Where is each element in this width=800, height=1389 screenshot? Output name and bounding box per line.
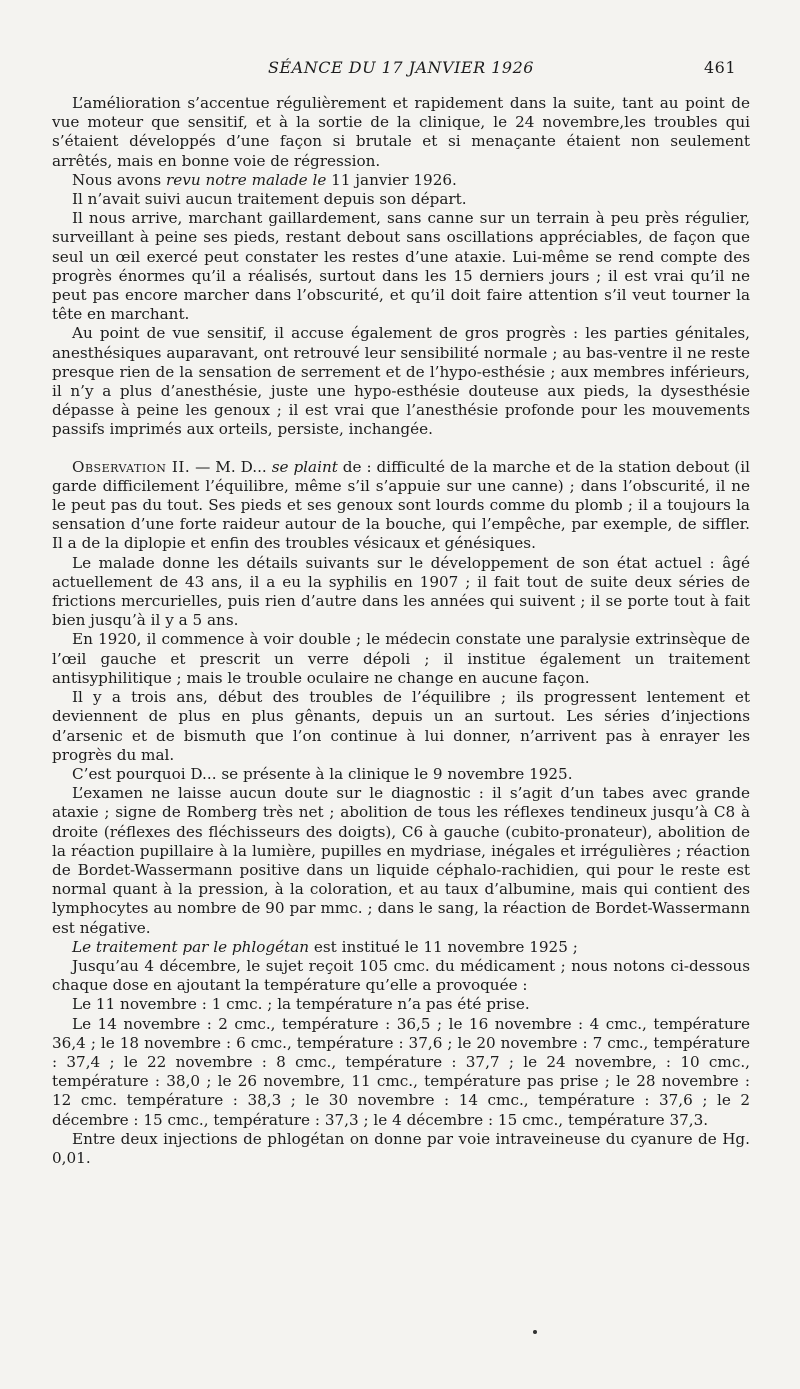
paragraph-1920: En 1920, il commence à voir double ; le médecin constate une paralysie extrinsèque de l’œil gauche et prescrit un verre dépoli ; il institue également un traitement antisyphilitique ; mais le trouble oculaire ne change en aucune façon. [52,630,750,687]
paragraph-sensory: Au point de vue sensitif, il accuse également de gros progrès : les parties génitales, anesthésiques auparavant, ont retrouvé leur sensibilité normale ; au bas-ventre il ne reste presque rien de la sensation de serrement et de l’hypo-esthésie ; aux membres inférieurs, il n’y a plus d’anesthésie, juste une hypo-esthésie douteuse aux pieds, la dysesthésie dépasse à peine les genoux ; il est vrai que l’anesthésie profonde pour les mouvements passifs imprimés aux orteils, persiste, inchangée. [52,324,750,439]
treatment-emphasis: Le traitement par le phlogétan [72,937,310,956]
revisit-emphasis: revu notre malade le [166,170,327,189]
observation-emphasis: se plaint [271,457,338,476]
observation-text-start: — M. D... [190,457,272,476]
paragraph-revisit [52,171,750,190]
paragraph-dose-list: Le 14 novembre : 2 cmc., température : 36,5 ; le 16 novembre : 4 cmc., température 36,4 ; le 18 novembre : 6 cmc., température : 37,6 ; le 20 novembre : 7 cmc., température : 37,4 ; le 22 novembre : 8 cmc., température : 37,7 ; le 24 novembre, : 10 cmc., température : 38,0 ; le 26 novembre, 11 cmc., température pas prise ; le 28 novembre : 12 cmc. température : 38,3 ; le 30 novembre : 14 cmc., température : 37,6 ; le 2 décembre : 15 cmc., température : 37,3 ; le 4 décembre : 15 cmc., température 37,3. [52,1014,750,1129]
paragraph-observation-2 [52,458,750,554]
observation-label: Observation II. [72,457,191,476]
paragraph-gait: Il nous arrive, marchant gaillardement, sans canne sur un terrain à peu près régulier, surveillant à peine ses pieds, restant debout sans oscillations appréciables, de façon que seul un œil exercé peut constater les restes d’une ataxie. Lui-même se rend compte des progrès énormes qu’il a réalisés, surtout dans les 15 derniers jours ; il est vrai qu’il ne peut pas encore marcher dans l’obscurité, et qu’il doit faire attention s’il veut tourner la tête en marchant. [52,209,750,324]
paragraph-admission: C’est pourquoi D... se présente à la clinique le 9 novembre 1925. [72,764,573,783]
paragraph-treatment [52,938,750,957]
revisit-text-start: Nous avons [72,170,167,189]
paragraph-improvement: L’amélioration s’accentue régulièrement et rapidement dans la suite, tant au point de vue moteur que sensitif, et à la sortie de la clinique, le 24 novembre,les troubles qui s’étaient développés d’une façon si brutale et si menaçante étaient non seulement arrêtés, mais en bonne voie de régression. [52,94,750,170]
section-gap [52,440,750,458]
paragraph-examination: L’examen ne laisse aucun doute sur le diagnostic : il s’agit d’un tabes avec grande ataxie ; signe de Romberg très net ; abolition de tous les réflexes tendineux jusqu’à C8 à droite (réflexes des fléchisseurs des doigts), C6 à gauche (cubito-pronateur), abolition de la réaction pupillaire à la lumière, pupilles en mydriase, inégales et irrégulières ; réaction de Bordet-Wassermann positive dans un liquide céphalo-rachidien, qui pour le reste est normal quant à la pression, à la coloration, et au taux d’albumine, mais qui contient des lymphocytes au nombre de 90 par mmc. ; dans le sang, la réaction de Bordet-Wassermann est négative. [52,784,750,937]
paragraph-history: Le malade donne les détails suivants sur le développement de son état actuel : âgé actuellement de 43 ans, il a eu la syphilis en 1907 ; il fait tout de suite deux séries de frictions mercurielles, puis rien d’autre dans les années qui suivent ; il se porte tout à fait bien jusqu’à il y a 5 ans. [52,553,750,630]
observation-text-end: de : difficulté de la marche et de la station debout (il garde difficilement l’équilibre, même s’il s’appuie sur une canne) ; dans l’obscurité, il ne le peut pas du tout. Ses pieds et ses genoux sont lourds comme du plomb ; il a toujours la sensation d’une forte raideur autour de la bouche, qui l’empêche, par exemple, de siffler. Il a de la diplopie et enfin des troubles vésicaux et génésiques. [52,457,750,553]
page-number: 461 [703,58,736,77]
paragraph-cyanide: Entre deux injections de phlogétan on donne par voie intraveineuse du cyanure de Hg. 0,01. [52,1129,750,1167]
treatment-text: est institué le 11 novembre 1925 ; [309,937,578,956]
body-text [52,94,750,1168]
paragraph-first-dose: Le 11 novembre : 1 cmc. ; la température n’a pas été prise. [72,995,530,1014]
running-header [52,58,750,84]
print-speck [533,1330,537,1334]
header-title: SÉANCE DU 17 JANVIER 1926 [268,58,534,77]
paragraph-doses-intro: Jusqu’au 4 décembre, le sujet reçoit 105 cmc. du médicament ; nous notons ci-dessous chaque dose en ajoutant la température qu’elle a provoquée : [52,956,750,995]
revisit-text-end: 11 janvier 1926. [326,170,457,189]
paragraph-balance: Il y a trois ans, début des troubles de l’équilibre ; ils progressent lentement et deviennent de plus en plus gênants, depuis un an surtout. Les séries d’injections d’arsenic et de bismuth que l’on continue à lui donner, n’arrivent pas à enrayer les progrès du mal. [52,688,750,764]
paragraph-no-treatment: Il n’avait suivi aucun traitement depuis son départ. [72,190,467,209]
